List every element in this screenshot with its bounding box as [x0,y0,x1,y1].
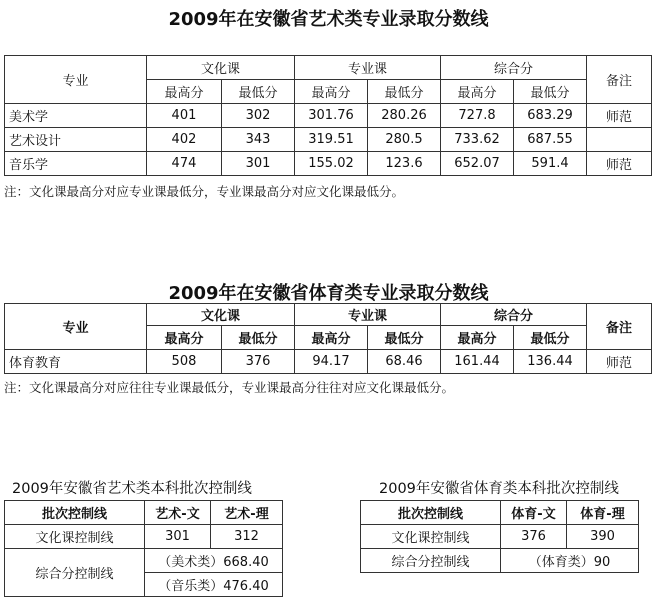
culture-min-cell: 376 [221,350,294,374]
remark-cell [587,128,652,152]
prof-min-cell: 123.6 [368,152,441,176]
total-min-cell: 687.55 [514,128,587,152]
sports-header-composite: 综合分 [441,304,587,326]
sports-composite-control-label: 综合分控制线 [361,549,501,573]
table-row [361,549,639,573]
table-row [5,152,652,176]
culture-min-cell: 301 [221,152,294,176]
sports-control-header-batch: 批次控制线 [361,501,501,525]
sports-culture-control-li: 390 [567,525,639,549]
total-max-cell: 733.62 [441,128,514,152]
culture-min-cell: 343 [221,128,294,152]
sports-scores-table [4,303,652,374]
culture-max-cell: 508 [146,350,221,374]
art-header-prof-min: 最低分 [368,80,441,104]
remark-cell: 师范 [587,152,652,176]
sports-header-culture-min: 最低分 [221,326,294,350]
sports-culture-control-label: 文化课控制线 [361,525,501,549]
table-row [5,128,652,152]
prof-max-cell: 319.51 [295,128,368,152]
art-composite-control-fine-arts: （美术类）668.40 [145,549,283,573]
remark-cell: 师范 [587,350,652,374]
art-header-prof-max: 最高分 [295,80,368,104]
art-control-header-wen: 艺术-文 [145,501,211,525]
art-header-composite: 综合分 [441,56,587,80]
sports-control-title: 2009年安徽省体育类本科批次控制线 [379,481,619,497]
sports-header-total-max: 最高分 [441,326,514,350]
major-cell: 艺术设计 [5,128,147,152]
table-row [361,525,639,549]
art-control-header-li: 艺术-理 [211,501,283,525]
sports-header-remark: 备注 [587,304,652,350]
art-table-title: 2009年在安徽省艺术类专业录取分数线 [168,9,489,30]
major-cell: 美术学 [5,104,147,128]
sports-header-culture-max: 最高分 [146,326,221,350]
culture-min-cell: 302 [221,104,294,128]
sports-control-table [360,500,639,573]
art-culture-control-label: 文化课控制线 [5,525,145,549]
total-max-cell: 652.07 [441,152,514,176]
sports-header-culture: 文化课 [146,304,294,326]
art-header-remark: 备注 [587,56,652,104]
art-control-header-batch: 批次控制线 [5,501,145,525]
total-min-cell: 136.44 [514,350,587,374]
sports-header-professional: 专业课 [295,304,441,326]
major-cell: 音乐学 [5,152,147,176]
remark-cell: 师范 [587,104,652,128]
total-max-cell: 727.8 [441,104,514,128]
sports-header-prof-min: 最低分 [368,326,441,350]
total-min-cell: 683.29 [514,104,587,128]
prof-min-cell: 280.5 [368,128,441,152]
sports-table-note: 注：文化课最高分对应往往专业课最低分，专业课最高分往往对应文化课最低分。 [4,380,455,395]
art-header-culture-min: 最低分 [221,80,294,104]
table-row [5,525,283,549]
art-header-culture-max: 最高分 [146,80,221,104]
sports-control-header-li: 体育-理 [567,501,639,525]
sports-header-major: 专业 [5,304,147,350]
art-culture-control-li: 312 [211,525,283,549]
culture-max-cell: 474 [146,152,221,176]
art-header-major: 专业 [5,56,147,104]
art-control-title: 2009年安徽省艺术类本科批次控制线 [12,481,252,497]
sports-header-prof-max: 最高分 [295,326,368,350]
culture-max-cell: 402 [146,128,221,152]
prof-max-cell: 301.76 [295,104,368,128]
art-header-total-max: 最高分 [441,80,514,104]
total-max-cell: 161.44 [441,350,514,374]
prof-min-cell: 280.26 [368,104,441,128]
art-scores-table [4,55,652,176]
sports-culture-control-wen: 376 [501,525,567,549]
art-composite-control-music: （音乐类）476.40 [145,573,283,597]
sports-control-header-wen: 体育-文 [501,501,567,525]
art-header-total-min: 最低分 [514,80,587,104]
culture-max-cell: 401 [146,104,221,128]
sports-header-total-min: 最低分 [514,326,587,350]
prof-min-cell: 68.46 [368,350,441,374]
prof-max-cell: 94.17 [295,350,368,374]
table-row [5,549,283,573]
table-row [5,104,652,128]
table-row [5,350,652,374]
art-composite-control-label: 综合分控制线 [5,549,145,597]
major-cell: 体育教育 [5,350,147,374]
art-culture-control-wen: 301 [145,525,211,549]
art-header-culture: 文化课 [146,56,294,80]
art-header-professional: 专业课 [295,56,441,80]
sports-table-title: 2009年在安徽省体育类专业录取分数线 [168,283,489,304]
art-table-note: 注：文化课最高分对应专业课最低分，专业课最高分对应文化课最低分。 [4,184,405,199]
art-control-table [4,500,283,597]
total-min-cell: 591.4 [514,152,587,176]
sports-composite-control-value: （体育类）90 [501,549,639,573]
prof-max-cell: 155.02 [295,152,368,176]
